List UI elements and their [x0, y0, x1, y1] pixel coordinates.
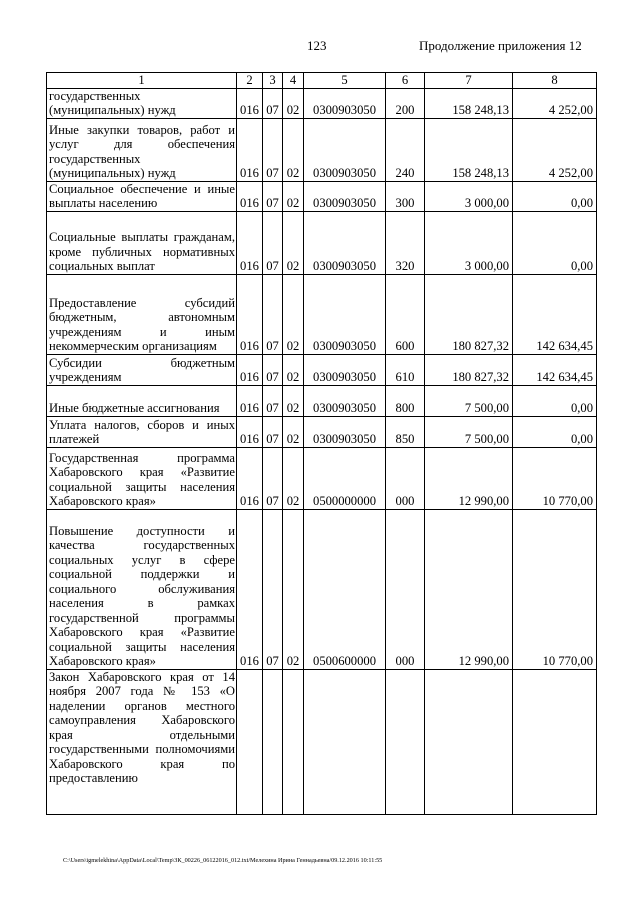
- budget-table: [46, 72, 597, 815]
- code-section: 07: [263, 118, 283, 181]
- code-subsection: [283, 669, 304, 814]
- code-subsection: 02: [283, 354, 304, 385]
- amount-2017: 7 500,00: [425, 385, 513, 416]
- amount-2017: 7 500,00: [425, 416, 513, 447]
- code-ministry: [237, 669, 263, 814]
- code-expense-type: 240: [386, 118, 425, 181]
- table-row: [47, 669, 597, 814]
- amount-2018: [513, 669, 597, 814]
- column-header: 7: [425, 73, 513, 89]
- code-subsection: 02: [283, 447, 304, 509]
- code-expense-type: 320: [386, 211, 425, 274]
- table-row: [47, 274, 597, 354]
- row-description: Иные закупки товаров, работ и услуг для обеспечения государственных (муниципальных) нужд: [47, 118, 237, 181]
- row-description: Социальные выплаты гражданам, кроме публичных нормативных социальных выплат: [47, 211, 237, 274]
- code-subsection: 02: [283, 88, 304, 118]
- code-section: 07: [263, 181, 283, 211]
- code-section: 07: [263, 354, 283, 385]
- code-ministry: 016: [237, 416, 263, 447]
- row-description: Предоставление субсидий бюджетным, автономным учреждениям и иным некоммерческим организациям: [47, 274, 237, 354]
- code-target: [304, 669, 386, 814]
- code-section: 07: [263, 447, 283, 509]
- code-target: 0500000000: [304, 447, 386, 509]
- code-expense-type: [386, 669, 425, 814]
- amount-2017: 12 990,00: [425, 447, 513, 509]
- amount-2017: 158 248,13: [425, 118, 513, 181]
- amount-2018: 0,00: [513, 385, 597, 416]
- code-target: 0300903050: [304, 354, 386, 385]
- code-subsection: 02: [283, 509, 304, 669]
- code-subsection: 02: [283, 274, 304, 354]
- amount-2018: 4 252,00: [513, 118, 597, 181]
- code-expense-type: 800: [386, 385, 425, 416]
- amount-2018: 4 252,00: [513, 88, 597, 118]
- code-subsection: 02: [283, 211, 304, 274]
- code-ministry: 016: [237, 385, 263, 416]
- code-ministry: 016: [237, 88, 263, 118]
- code-expense-type: 850: [386, 416, 425, 447]
- code-target: 0300903050: [304, 118, 386, 181]
- row-description: Социальное обеспечение и иные выплаты населению: [47, 181, 237, 211]
- code-section: 07: [263, 211, 283, 274]
- code-section: 07: [263, 88, 283, 118]
- amount-2018: 0,00: [513, 181, 597, 211]
- code-subsection: 02: [283, 181, 304, 211]
- code-ministry: 016: [237, 354, 263, 385]
- amount-2018: 0,00: [513, 211, 597, 274]
- row-description: Государственная программа Хабаровского края «Развитие социальной защиты населения Хабаровского края»: [47, 447, 237, 509]
- amount-2017: 158 248,13: [425, 88, 513, 118]
- code-ministry: 016: [237, 447, 263, 509]
- code-subsection: 02: [283, 118, 304, 181]
- code-target: 0300903050: [304, 181, 386, 211]
- code-section: 07: [263, 274, 283, 354]
- table-row: [47, 416, 597, 447]
- table-row: [47, 447, 597, 509]
- table-row: [47, 385, 597, 416]
- amount-2017: 3 000,00: [425, 181, 513, 211]
- row-description: Иные бюджетные ассигнования: [47, 385, 237, 416]
- code-target: 0300903050: [304, 88, 386, 118]
- code-expense-type: 200: [386, 88, 425, 118]
- amount-2018: 10 770,00: [513, 447, 597, 509]
- code-ministry: 016: [237, 509, 263, 669]
- row-description: Закон Хабаровского края от 14 ноября 2007 года № 153 «О наделении органов местного самоуправления Хабаровского края отдельными государственными полномочиями Хабаровского края по предоставлению: [47, 669, 237, 814]
- column-header: 2: [237, 73, 263, 89]
- column-header: 8: [513, 73, 597, 89]
- amount-2018: 142 634,45: [513, 274, 597, 354]
- code-section: 07: [263, 385, 283, 416]
- code-ministry: 016: [237, 181, 263, 211]
- code-section: [263, 669, 283, 814]
- footer-path: C:\Users\igmelekhina\AppData\Local\Temp\ЗК_00226_06122016_012.txt/Мелехина Ирина Геннадьевна/09.12.2016 10:11:55: [63, 857, 383, 864]
- table-row: [47, 211, 597, 274]
- table-row: [47, 354, 597, 385]
- code-target: 0300903050: [304, 385, 386, 416]
- page-number: 123: [307, 38, 327, 53]
- code-subsection: 02: [283, 385, 304, 416]
- continuation-note: Продолжение приложения 12: [419, 38, 582, 53]
- code-expense-type: 600: [386, 274, 425, 354]
- code-section: 07: [263, 509, 283, 669]
- column-header: 4: [283, 73, 304, 89]
- column-header: 5: [304, 73, 386, 89]
- amount-2017: 180 827,32: [425, 354, 513, 385]
- code-ministry: 016: [237, 274, 263, 354]
- table-row: [47, 509, 597, 669]
- row-description: Повышение доступности и качества государственных социальных услуг в сфере социальной поддержки и социального обслуживания населения в рамках государственной программы Хабаровского края «Развитие социальной защиты населения Хабаровского края»: [47, 509, 237, 669]
- code-subsection: 02: [283, 416, 304, 447]
- amount-2017: 12 990,00: [425, 509, 513, 669]
- code-ministry: 016: [237, 118, 263, 181]
- amount-2017: 3 000,00: [425, 211, 513, 274]
- row-description: государственных (муниципальных) нужд: [47, 88, 237, 118]
- code-expense-type: 610: [386, 354, 425, 385]
- amount-2018: 0,00: [513, 416, 597, 447]
- column-header: 3: [263, 73, 283, 89]
- code-section: 07: [263, 416, 283, 447]
- code-target: 0300903050: [304, 274, 386, 354]
- code-expense-type: 000: [386, 509, 425, 669]
- code-ministry: 016: [237, 211, 263, 274]
- table-row: [47, 181, 597, 211]
- table-row: [47, 118, 597, 181]
- column-header: 1: [47, 73, 237, 89]
- amount-2017: 180 827,32: [425, 274, 513, 354]
- code-expense-type: 300: [386, 181, 425, 211]
- table-row: [47, 88, 597, 118]
- table-header-row: [47, 73, 597, 89]
- code-target: 0500600000: [304, 509, 386, 669]
- amount-2017: [425, 669, 513, 814]
- row-description: Уплата налогов, сборов и иных платежей: [47, 416, 237, 447]
- code-target: 0300903050: [304, 416, 386, 447]
- column-header: 6: [386, 73, 425, 89]
- code-target: 0300903050: [304, 211, 386, 274]
- code-expense-type: 000: [386, 447, 425, 509]
- amount-2018: 142 634,45: [513, 354, 597, 385]
- amount-2018: 10 770,00: [513, 509, 597, 669]
- row-description: Субсидии бюджетным учреждениям: [47, 354, 237, 385]
